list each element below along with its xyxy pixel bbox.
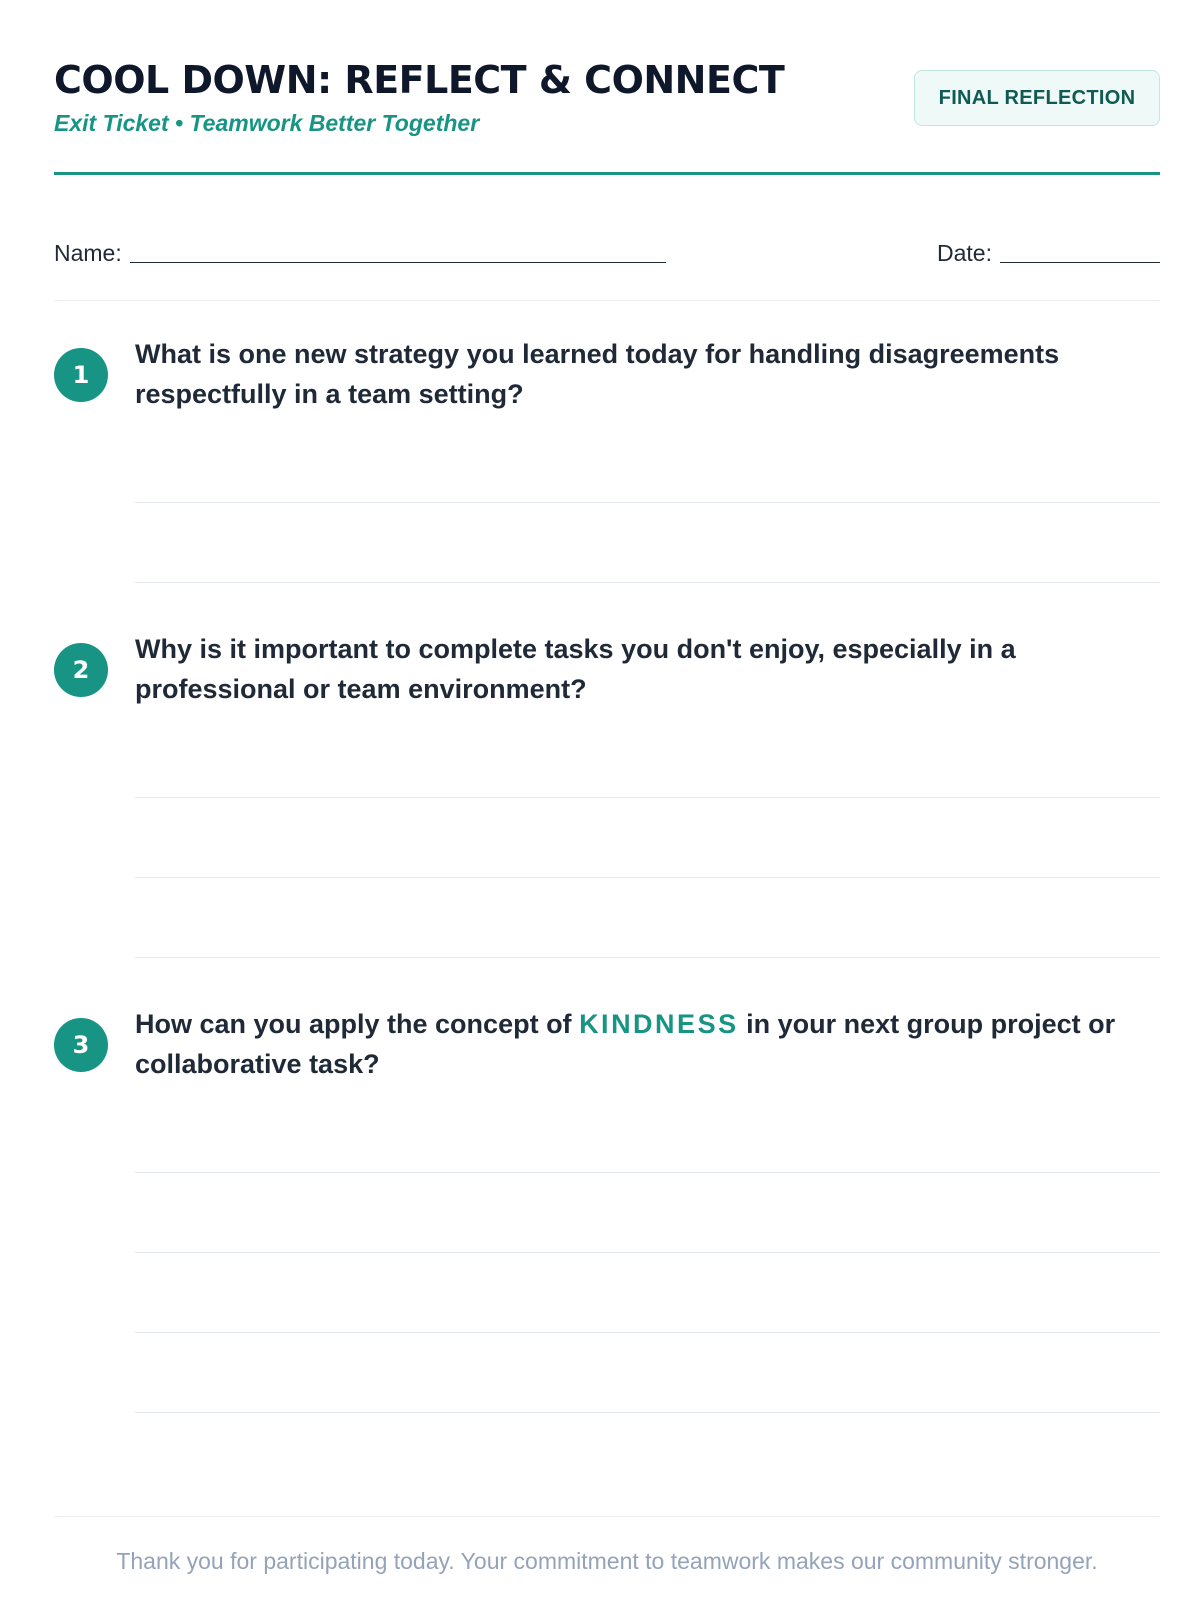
name-field[interactable] <box>54 240 666 267</box>
date-field[interactable] <box>937 240 1160 267</box>
answer-line[interactable] <box>135 1172 1160 1173</box>
question-text-before: How can you apply the concept of <box>135 1009 580 1039</box>
answer-line[interactable] <box>135 877 1160 878</box>
question-text <box>135 1004 1160 1084</box>
footer-divider <box>54 1516 1160 1517</box>
question-text: Why is it important to complete tasks you don't enjoy, especially in a professional or team environment? <box>135 634 1016 704</box>
answer-line[interactable] <box>135 1332 1160 1333</box>
header <box>54 56 1160 175</box>
date-label: Date: <box>937 240 992 266</box>
page-subtitle: Exit Ticket • Teamwork Better Together <box>54 110 480 136</box>
kindness-highlight: KINDNESS <box>579 1009 739 1039</box>
question-number-badge: 3 <box>54 1018 108 1072</box>
exit-ticket-page <box>54 0 1160 1600</box>
final-reflection-badge: FINAL REFLECTION <box>914 70 1160 126</box>
question-text-after: in your next group project or collaborative task? <box>135 1009 1116 1079</box>
date-blank-line[interactable] <box>1000 242 1160 263</box>
question-text: What is one new strategy you learned today for handling disagreements respectfully in a team setting? <box>135 339 1060 409</box>
answer-line[interactable] <box>135 1252 1160 1253</box>
question-number-badge: 1 <box>54 348 108 402</box>
page-title: COOL DOWN: REFLECT & CONNECT <box>54 58 785 102</box>
answer-line[interactable] <box>135 1412 1160 1413</box>
student-info-row <box>54 224 1160 301</box>
footer-message: Thank you for participating today. Your commitment to teamwork makes our community stronger. <box>116 1548 1098 1574</box>
answer-line[interactable] <box>135 797 1160 798</box>
answer-line[interactable] <box>135 957 1160 958</box>
question-number-badge: 2 <box>54 643 108 697</box>
answer-line[interactable] <box>135 582 1160 583</box>
name-blank-line[interactable] <box>130 242 666 263</box>
name-label: Name: <box>54 240 122 266</box>
answer-line[interactable] <box>135 502 1160 503</box>
